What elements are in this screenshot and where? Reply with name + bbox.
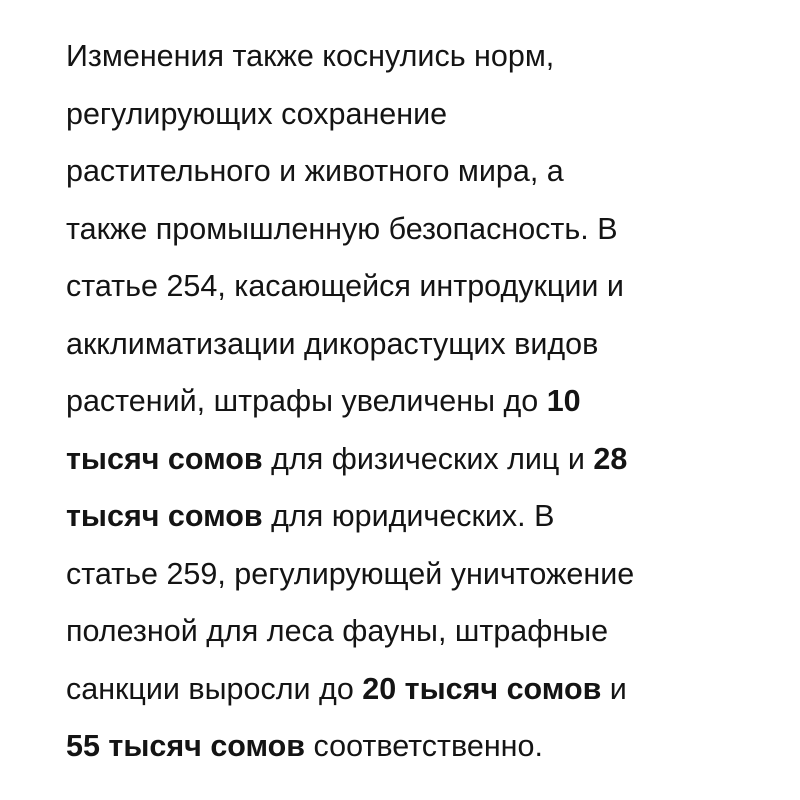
text-run: и xyxy=(601,671,627,706)
text-run: для физических лиц и xyxy=(262,441,594,476)
article-paragraph xyxy=(66,28,756,776)
paragraph-line xyxy=(66,546,756,604)
paragraph-line xyxy=(66,718,756,776)
text-run: полезной для леса фауны, штрафные xyxy=(66,614,609,648)
paragraph-line xyxy=(66,143,756,201)
paragraph-line xyxy=(66,431,756,489)
text-run: для юридических. В xyxy=(262,499,555,533)
text-run: регулирующих сохранение xyxy=(66,96,448,131)
text-run: растений, штрафы увеличены до xyxy=(66,384,547,418)
paragraph-line xyxy=(66,86,756,144)
text-run: также промышленную безопасность. В xyxy=(66,211,618,246)
fine-amount-bold: 10 xyxy=(546,384,581,418)
fine-amount-bold: 20 тысяч сомов xyxy=(362,671,602,706)
text-run: статье 254, касающейся интродукции и xyxy=(66,269,624,303)
paragraph-line xyxy=(66,258,756,316)
paragraph-line xyxy=(66,28,756,86)
paragraph-line xyxy=(66,488,756,546)
paragraph-line xyxy=(66,316,756,374)
text-run: акклиматизации дикорастущих видов xyxy=(66,326,599,361)
paragraph-line xyxy=(66,373,756,431)
fine-amount-bold: 55 тысяч сомов xyxy=(66,729,306,763)
fine-amount-bold: 28 xyxy=(593,441,628,476)
fine-amount-bold: тысяч сомов xyxy=(66,499,263,533)
paragraph-line xyxy=(66,661,756,719)
text-run: санкции выросли до xyxy=(66,671,363,706)
fine-amount-bold: тысяч сомов xyxy=(66,441,263,476)
text-run: растительного и животного мира, а xyxy=(66,154,564,188)
paragraph-line xyxy=(66,603,756,661)
text-run: Изменения также коснулись норм, xyxy=(66,39,555,73)
text-run: соответственно. xyxy=(305,729,543,763)
paragraph-line xyxy=(66,201,756,259)
text-run: статье 259, регулирующей уничтожение xyxy=(66,556,635,591)
